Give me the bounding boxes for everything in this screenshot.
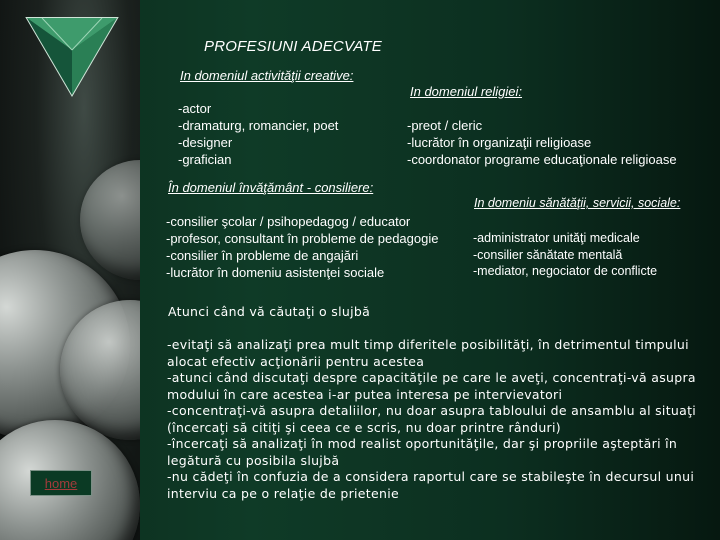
list-item: -consilier în probleme de angajări xyxy=(166,248,359,263)
list-item: -profesor, consultant în probleme de pedagogie xyxy=(166,231,439,246)
home-link[interactable]: home xyxy=(44,475,78,491)
health-heading: In domeniu sănătăţii, servicii, sociale: xyxy=(474,196,681,210)
emerald-gem-icon xyxy=(22,10,122,100)
list-item: -lucrător în domeniu asistenţei sociale xyxy=(166,265,385,280)
creative-heading: In domeniul activităţii creative: xyxy=(180,68,354,83)
health-list xyxy=(473,230,657,280)
advice-line: modului în care acestea i-ar putea interesa pe intervievatori xyxy=(167,386,563,402)
list-item: -coordonator programe educaţionale religioase xyxy=(407,152,677,167)
advice-list xyxy=(167,337,696,502)
religion-list xyxy=(407,117,677,168)
advice-line: legătură cu posibila slujbă xyxy=(167,452,340,468)
list-item: -lucrător în organizaţii religioase xyxy=(407,135,592,150)
religion-heading: In domeniul religiei: xyxy=(410,84,523,99)
coins-decoration xyxy=(0,0,140,540)
list-item: -consilier şcolar / psihopedagog / educator xyxy=(166,214,411,229)
list-item: -designer xyxy=(178,135,233,150)
list-item: -actor xyxy=(178,101,212,116)
advice-line: -nu cădeţi în confuzia de a considera raportul care se stabileşte în decursul unui xyxy=(167,469,695,484)
education-list xyxy=(166,213,438,281)
slide-title: PROFESIUNI ADECVATE xyxy=(204,38,382,55)
advice-line: -evitaţi să analizaţi prea mult timp diferitele posibilităţi, în detrimentul timpului xyxy=(167,337,689,352)
education-heading: În domeniul învăţământ - consiliere: xyxy=(168,180,374,195)
advice-intro: Atunci când vă căutaţi o slujbă xyxy=(168,304,371,319)
list-item: -preot / cleric xyxy=(407,118,483,133)
list-item: -dramaturg, romancier, poet xyxy=(178,118,339,133)
list-item: -consilier sănătate mentală xyxy=(473,247,623,262)
list-item: -grafician xyxy=(178,152,232,167)
advice-line: (încercaţi să citiţi şi ceea ce e scris, nu doar printre rânduri) xyxy=(167,419,561,435)
advice-line: -concentraţi-vă asupra detaliilor, nu doar asupra tabloului de ansamblu al situaţi xyxy=(167,403,697,418)
list-item: -mediator, negociator de conflicte xyxy=(473,264,658,278)
creative-list xyxy=(178,100,338,168)
home-button[interactable] xyxy=(30,470,92,496)
advice-line: -atunci când discutaţi despre capacităţile pe care le aveţi, concentraţi-vă asupra xyxy=(167,370,696,385)
list-item: -administrator unităţi medicale xyxy=(473,231,640,245)
coin-image xyxy=(80,160,140,280)
advice-line: -încercaţi să analizaţi în mod realist oportunităţile, dar şi propriile aşteptări în xyxy=(167,436,678,451)
advice-line: alocat efectiv acţionării pentru acestea xyxy=(167,353,425,369)
advice-line: interviu ca pe o relaţie de prietenie xyxy=(167,485,399,501)
